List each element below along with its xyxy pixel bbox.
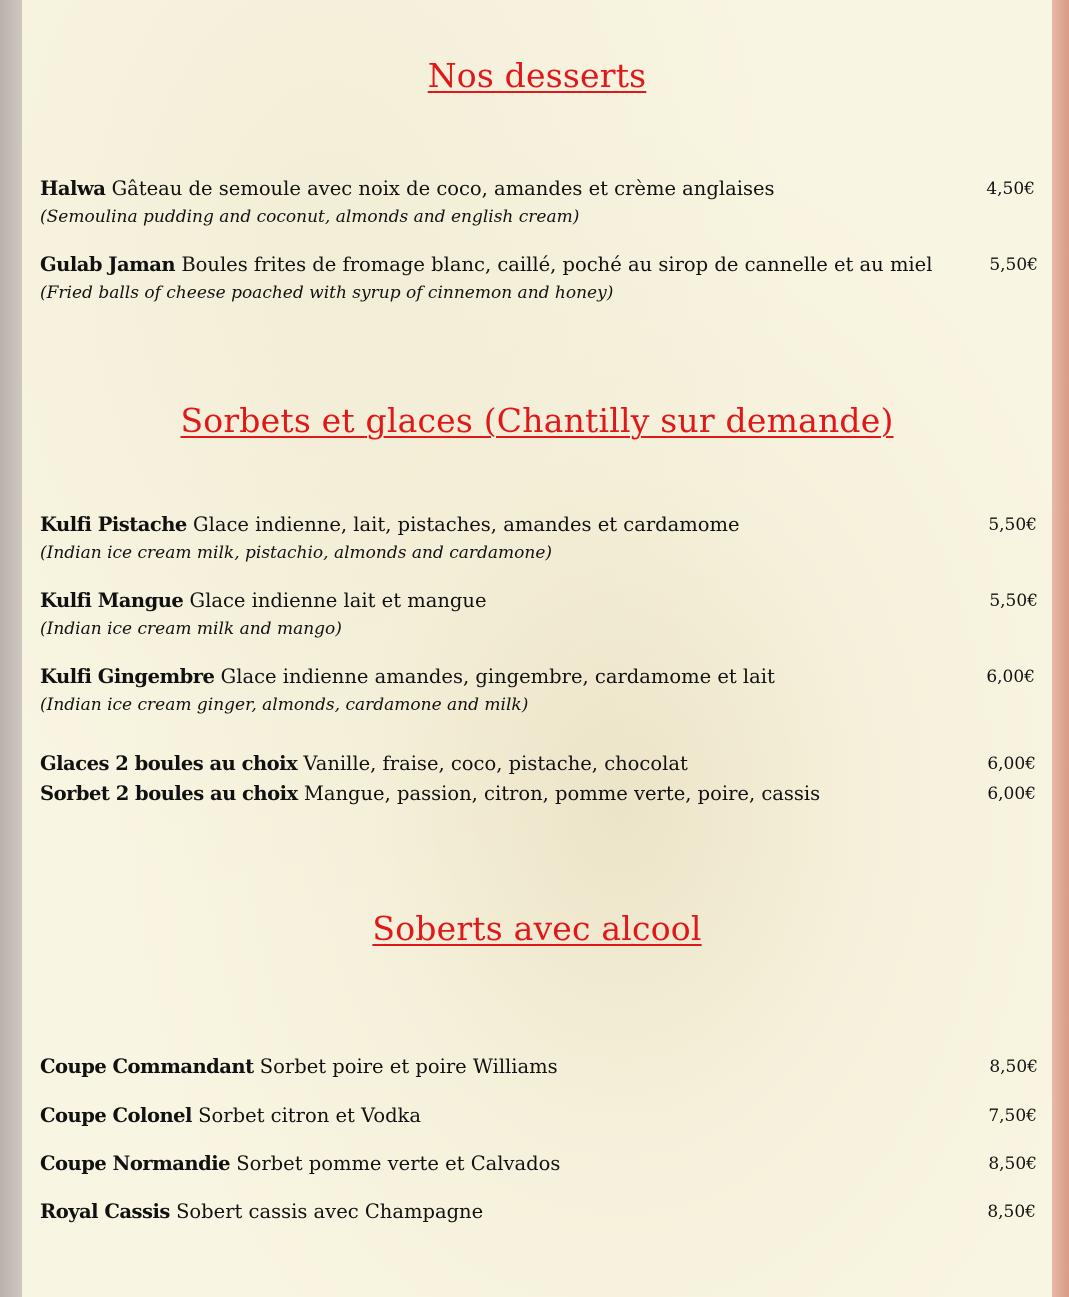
item-price: 5,50€ — [989, 255, 1038, 275]
item-price: 8,50€ — [987, 1202, 1036, 1222]
item-price: 8,50€ — [989, 1057, 1038, 1077]
item-price: 7,50€ — [988, 1106, 1037, 1126]
item-price: 5,50€ — [989, 591, 1038, 611]
menu-item-gulab-jaman — [40, 250, 1038, 306]
item-description: Sorbet pomme verte et Calvados — [236, 1152, 561, 1175]
menu-page — [22, 0, 1052, 1297]
item-name: Kulfi Mangue — [40, 589, 184, 612]
item-translation: (Semoulina pudding and coconut, almonds and english cream) — [40, 207, 580, 227]
menu-item-sorbet-2-boules — [40, 779, 1036, 809]
item-name: Glaces 2 boules au choix — [40, 752, 298, 775]
item-name: Coupe Colonel — [40, 1104, 192, 1127]
item-price: 8,50€ — [988, 1154, 1037, 1174]
item-price: 4,50€ — [986, 179, 1035, 199]
item-translation: (Fried balls of cheese poached with syrup of cinnemon and honey) — [40, 283, 614, 303]
item-description: Sobert cassis avec Champagne — [176, 1200, 484, 1223]
item-name: Halwa — [40, 177, 106, 200]
item-description: Glace indienne, lait, pistaches, amandes et cardamome — [193, 513, 740, 536]
menu-item-kulfi-gingembre — [40, 662, 1035, 718]
item-description: Glace indienne amandes, gingembre, cardamome et lait — [220, 665, 775, 688]
item-translation: (Indian ice cream milk, pistachio, almonds and cardamone) — [40, 543, 553, 563]
menu-item-coupe-colonel — [40, 1101, 1037, 1131]
item-translation: (Indian ice cream milk and mango) — [40, 619, 342, 639]
menu-item-coupe-normandie — [40, 1149, 1037, 1179]
item-price: 5,50€ — [988, 515, 1037, 535]
item-name: Gulab Jaman — [40, 253, 176, 276]
item-description: Mangue, passion, citron, pomme verte, poire, cassis — [303, 782, 821, 805]
item-name: Royal Cassis — [40, 1200, 170, 1223]
item-name: Coupe Commandant — [40, 1055, 254, 1078]
item-description: Boules frites de fromage blanc, caillé, poché au sirop de cannelle et au miel — [181, 253, 933, 276]
item-name: Coupe Normandie — [40, 1152, 231, 1175]
menu-item-halwa — [40, 174, 1035, 230]
menu-item-royal-cassis — [40, 1197, 1036, 1227]
item-description: Glace indienne lait et mangue — [189, 589, 487, 612]
menu-item-kulfi-mangue — [40, 586, 1038, 642]
item-name: Kulfi Gingembre — [40, 665, 215, 688]
item-description: Sorbet poire et poire Williams — [259, 1055, 558, 1078]
menu-item-coupe-commandant — [40, 1052, 1038, 1082]
item-description: Sorbet citron et Vodka — [198, 1104, 421, 1127]
item-description: Gâteau de semoule avec noix de coco, amandes et crème anglaises — [111, 177, 775, 200]
menu-item-kulfi-pistache — [40, 510, 1037, 566]
section-title-desserts: Nos desserts — [427, 56, 647, 95]
item-description: Vanille, fraise, coco, pistache, chocolat — [303, 752, 688, 775]
item-name: Kulfi Pistache — [40, 513, 187, 536]
menu-item-glaces-2-boules — [40, 749, 1036, 779]
section-title-soberts-alcool: Soberts avec alcool — [372, 909, 702, 948]
item-translation: (Indian ice cream ginger, almonds, cardamone and milk) — [40, 695, 529, 715]
section-title-sorbets-glaces: Sorbets et glaces (Chantilly sur demande) — [180, 401, 894, 440]
item-price: 6,00€ — [987, 754, 1036, 774]
item-price: 6,00€ — [986, 667, 1035, 687]
item-price: 6,00€ — [987, 784, 1036, 804]
item-name: Sorbet 2 boules au choix — [40, 782, 298, 805]
